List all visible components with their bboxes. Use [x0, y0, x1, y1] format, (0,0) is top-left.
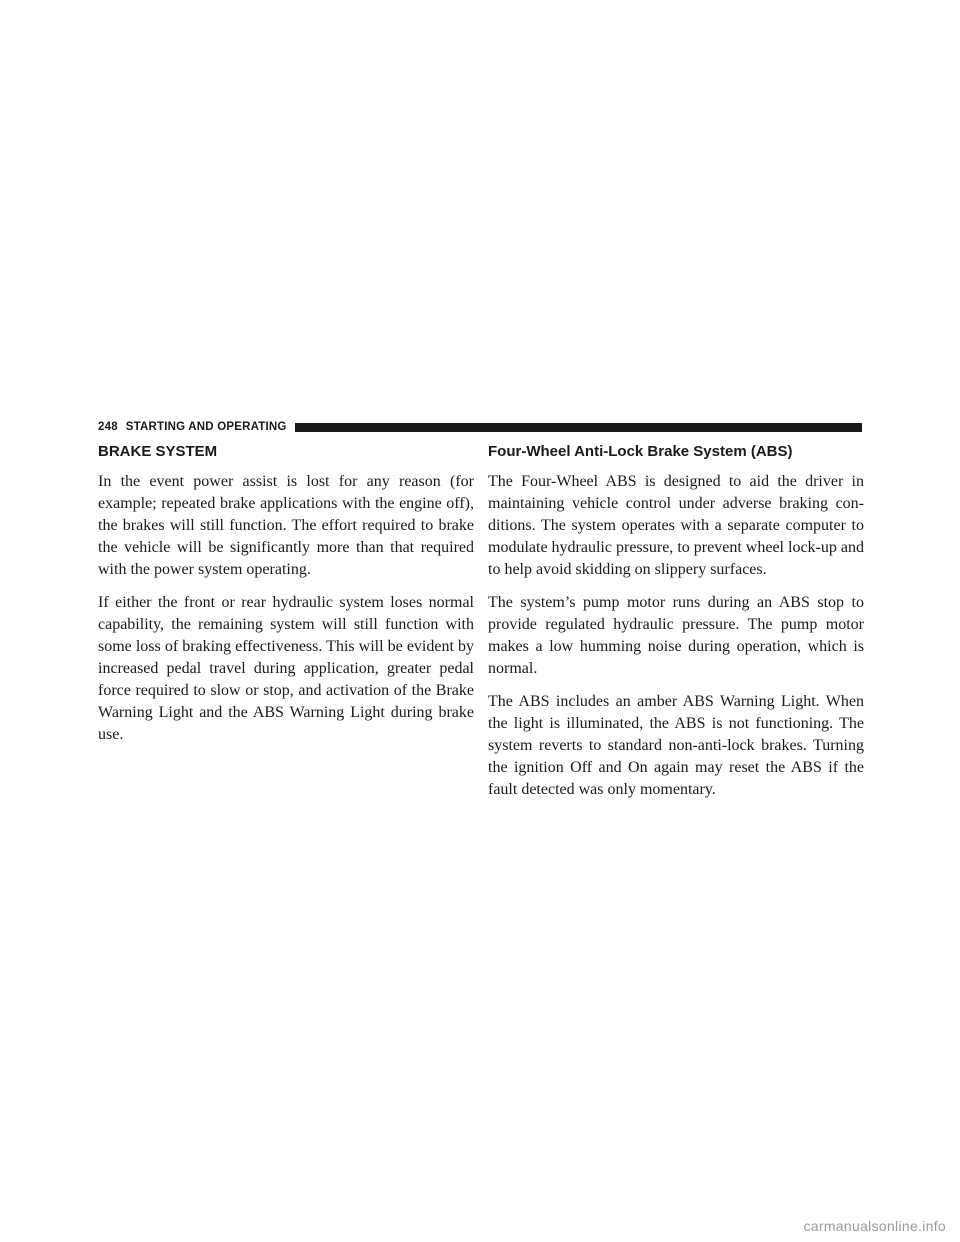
brake-system-heading: BRAKE SYSTEM — [98, 443, 218, 460]
right-column — [488, 442, 864, 812]
watermark: carmanualsonline.info — [803, 1218, 946, 1234]
paragraph: If either the front or rear hydraulic system loses normal capability, the remaining system will still function with some loss of braking effectiveness. This will be evident by increased pedal travel during application, greater pedal force required to slow or stop, and activation of the Brake Warning Light and the ABS Warning Light during brake use. — [98, 594, 474, 743]
paragraph: In the event power assist is lost for any reason (for example; repeated brake applications with the engine off), the brakes will still function. The effort required to brake the vehicle will be significantly more than that required with the power system operating. — [98, 473, 474, 578]
page-number: 248 — [98, 421, 118, 433]
header-rule — [295, 423, 862, 432]
section-title: STARTING AND OPERATING — [125, 421, 287, 433]
left-column — [98, 442, 474, 757]
paragraph: The Four-Wheel ABS is designed to aid the driver in maintaining vehicle control under adverse braking con-ditions. The system operates with a separate computer to modulate hydraulic pressure, to prevent wheel lock-up and to help avoid skidding on slippery surfaces. — [488, 473, 864, 578]
abs-heading: Four-Wheel Anti-Lock Brake System (ABS) — [488, 443, 793, 460]
page-header — [98, 419, 862, 435]
paragraph: The ABS includes an amber ABS Warning Light. When the light is illuminated, the ABS is not functioning. The system reverts to standard non-anti-lock brakes. Turning the ignition Off and On again may reset the ABS if the fault detected was only momentary. — [488, 693, 864, 798]
paragraph: The system’s pump motor runs during an ABS stop to provide regulated hydraulic pressure. The pump motor makes a low humming noise during operation, which is normal. — [488, 594, 864, 677]
